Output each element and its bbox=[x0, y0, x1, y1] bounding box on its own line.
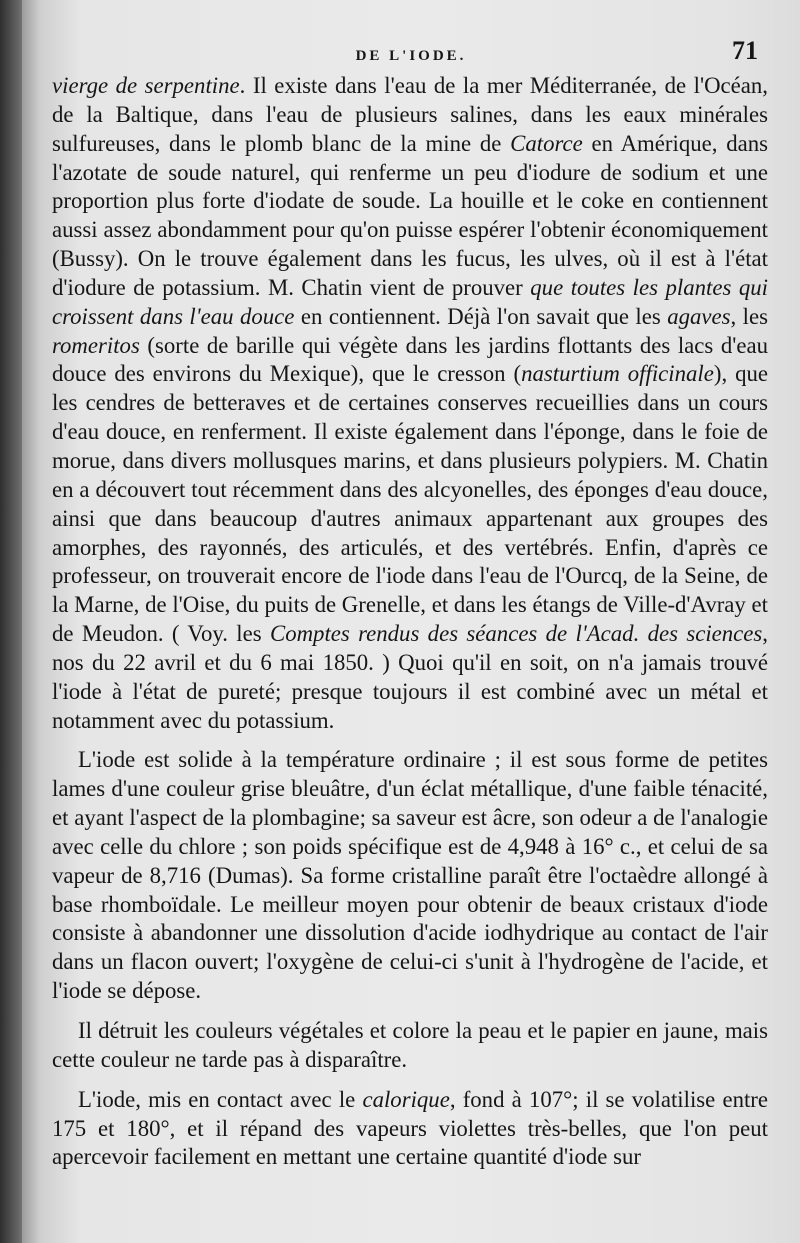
page-number: 71 bbox=[732, 36, 758, 65]
italic-text: vierge de serpentine bbox=[52, 73, 240, 98]
text-run: en Amérique, dans l'azotate de soude naturel, qui renferme un peu d'iodure de sodium et une proportion plus forte d'iodate de soude. La houille et le coke en contiennent aussi assez abondamment pour qu'on puisse espérer l'obtenir économiquement (Bussy). On le trouve également dans les fucus, les ulves, où il est à l'état d'iodure de potassium. M. Chatin vient de prouver bbox=[52, 130, 769, 300]
text-run: (sorte de barille qui végète dans les jardins flottants des lacs d'eau douce des environs du Mexique), que le cresson ( bbox=[52, 332, 768, 387]
italic-text: romeritos bbox=[52, 332, 140, 358]
text-run: Il détruit les couleurs végétales et colore la peau et le papier en jaune, mais cette couleur ne tarde pas à disparaître. bbox=[52, 1018, 768, 1072]
text-run: en contiennent. Déjà l'on savait que les bbox=[294, 303, 668, 329]
italic-text: Comptes rendus des séances de l'Acad. des sciences bbox=[269, 621, 763, 647]
italic-text: calorique bbox=[362, 1086, 450, 1112]
paragraph bbox=[52, 1017, 768, 1075]
text-run: ), que les cendres de betteraves et de certaines conserves recueillies dans un cours d'eau douce, en renferment. Il existe également dans l'éponge, dans le foie de morue, dans divers mollusques marins, et dans plusieurs polypiers. M. Chatin en a découvert tout récemment dans des alcyonelles, des éponges d'eau douce, ainsi que dans beaucoup d'autres animaux appartenant aux groupes des amorphes, des rayonnés, des articulés, et des vertébrés. Enfin, d'après ce professeur, on trouverait encore de l'iode dans l'eau de l'Ourcq, de la Seine, de la Marne, de l'Oise, du puits de Grenelle, et dans les étangs de Ville-d'Avray et de Meudon. ( Voy. les bbox=[52, 361, 768, 647]
text-run: , nos du 22 avril et du 6 mai 1850. ) Quoi qu'il en soit, on n'a jamais trouvé l'iode à l'état de pureté; presque toujours il est combiné avec un métal et notamment avec du potassium. bbox=[52, 621, 768, 733]
italic-text: que toutes les plantes qui croissent dans l'eau douce bbox=[52, 274, 768, 329]
text-run: L'iode est solide à la température ordinaire ; il est sous forme de petites lames d'une couleur grise bleuâtre, d'un éclat métallique, d'une faible ténacité, et ayant l'aspect de la plombagine; sa saveur est âcre, son odeur a de l'analogie avec celle du chlore ; son poids spécifique est de 4,948 à 16° c., et celui de sa vapeur de 8,716 (Dumas). Sa forme cristalline paraît être l'octaèdre allongé à base rhomboïdale. Le meilleur moyen pour obtenir de beaux cristaux d'iode consiste à abandonner une dissolution d'acide iodhydrique au contact de l'air dans un flacon ouvert; l'oxygène de celui-ci s'unit à l'hydrogène de l'acide, et l'iode se dépose. bbox=[52, 747, 768, 1004]
paragraph bbox=[52, 746, 768, 1006]
body-text bbox=[52, 72, 768, 1172]
italic-text: agaves bbox=[667, 303, 731, 329]
text-run: , les bbox=[730, 303, 768, 329]
italic-text: nasturtium officinale bbox=[521, 361, 714, 387]
book-page bbox=[22, 0, 800, 1243]
paragraph bbox=[52, 1086, 768, 1173]
text-run: , fond à 107°; il se volatilise entre 175 et 180°, et il répand des vapeurs violettes très-belles, que l'on peut apercevoir facilement en mettant une certaine quantité d'iode sur bbox=[52, 1086, 769, 1170]
italic-text: Catorce bbox=[510, 130, 583, 156]
paragraph bbox=[52, 72, 768, 735]
running-title: DE L'IODE. bbox=[355, 48, 467, 64]
text-run: . Il existe dans l'eau de la mer Méditerranée, de l'Océan, de la Baltique, dans l'eau de plusieurs salines, dans les eaux minérales sulfureuses, dans le plomb blanc de la mine de bbox=[52, 73, 768, 156]
text-run: L'iode, mis en contact avec le bbox=[78, 1086, 363, 1112]
